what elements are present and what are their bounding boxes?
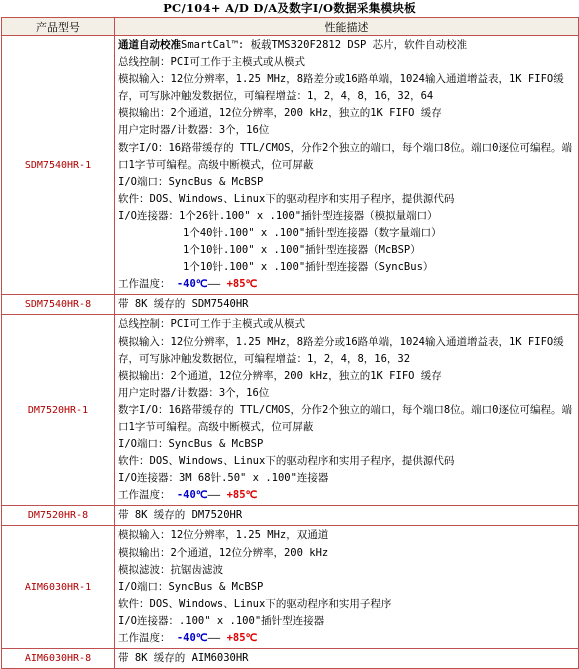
desc-line: I/O端口：SyncBus & McBSP bbox=[118, 175, 264, 188]
model-cell: DM7520HR-8 bbox=[2, 506, 115, 526]
table-row bbox=[2, 526, 579, 649]
page-title: PC/104+ A/D D/A及数字I/O数据采集模块板 bbox=[163, 1, 416, 15]
temp-min: -40℃ bbox=[176, 489, 208, 502]
model-cell: AIM6030HR-1 bbox=[2, 526, 115, 649]
table-row bbox=[2, 295, 579, 315]
desc-line: 用户定时器/计数器：3个，16位 bbox=[118, 386, 270, 399]
temp-max: +85℃ bbox=[226, 489, 258, 502]
temp-max: +85℃ bbox=[226, 632, 258, 644]
desc-line: 模拟输出：2个通道，12位分辨率，200 kHz bbox=[118, 546, 329, 559]
desc-line: 模拟输入：12位分辨率，1.25 MHz，8路差分或16路单端，1024输入通道增益表，1K FIFO缓存，可写脉冲触发数据位，可编程增益：1，2，4，8，16，32，64 bbox=[118, 73, 564, 103]
desc-line: 1个10针.100" x .100"插针型连接器（SyncBus） bbox=[183, 261, 434, 274]
model-cell: SDM7540HR-1 bbox=[2, 36, 115, 295]
model-cell: AIM6030HR-8 bbox=[2, 649, 115, 669]
desc-line: 1个40针.100" x .100"插针型连接器（数字量端口） bbox=[183, 227, 442, 240]
model-cell: DM7520HR-1 bbox=[2, 315, 115, 506]
temp-dash: —— bbox=[207, 489, 221, 502]
desc-line: 模拟输出：2个通道，12位分辨率，200 kHz，独立的1K FIFO 缓存 bbox=[118, 107, 442, 120]
desc-text: SmartCal™: 板载TMS320F2812 DSP 芯片，软件自动校准 bbox=[181, 39, 468, 51]
desc-line: 数字I/O：16路带缓存的 TTL/CMOS，分作2个独立的端口，每个端口8位。端口0逐位可编程。端口1字节可编程。高级中断模式，位可屏蔽 bbox=[118, 141, 572, 171]
table-row bbox=[2, 506, 579, 526]
temp-dash: —— bbox=[207, 278, 221, 291]
description-cell: 带 8K 缓存的 DM7520HR bbox=[115, 506, 579, 526]
description-cell bbox=[115, 36, 579, 295]
page bbox=[1, 0, 578, 669]
description-cell: 带 8K 缓存的 AIM6030HR bbox=[115, 649, 579, 669]
desc-line: 模拟输出：2个通道，12位分辨率，200 kHz，独立的1K FIFO 缓存 bbox=[118, 369, 442, 382]
table-header-row bbox=[2, 18, 579, 36]
desc-line: 1个10针.100" x .100"插针型连接器（McBSP） bbox=[183, 244, 421, 257]
temp-min: -40℃ bbox=[176, 632, 208, 644]
desc-line: 软件：DOS、Windows、Linux下的驱动程序和实用子程序 bbox=[118, 597, 392, 610]
temp-label: 工作温度： bbox=[118, 632, 171, 644]
desc-line: 软件：DOS、Windows、Linux下的驱动程序和实用子程序，提供源代码 bbox=[118, 192, 455, 205]
temp-label: 工作温度： bbox=[118, 278, 171, 291]
header-model: 产品型号 bbox=[2, 18, 115, 36]
description-cell bbox=[115, 315, 579, 506]
desc-line: I/O端口：SyncBus & McBSP bbox=[118, 580, 264, 593]
desc-line: I/O连接器：.100" x .100"插针型连接器 bbox=[118, 614, 325, 627]
description-cell: 带 8K 缓存的 SDM7540HR bbox=[115, 295, 579, 315]
description-cell bbox=[115, 526, 579, 649]
temperature-line bbox=[118, 630, 575, 647]
temp-label: 工作温度： bbox=[118, 489, 171, 502]
desc-line: I/O端口：SyncBus & McBSP bbox=[118, 438, 264, 451]
desc-line: 软件：DOS、Windows、Linux下的驱动程序和实用子程序，提供源代码 bbox=[118, 455, 455, 468]
product-table bbox=[1, 17, 579, 669]
desc-line bbox=[118, 37, 575, 54]
temperature-line bbox=[118, 276, 575, 293]
table-row bbox=[2, 649, 579, 669]
desc-line: 总线控制：PCI可工作于主模式或从模式 bbox=[118, 56, 305, 69]
model-cell: SDM7540HR-8 bbox=[2, 295, 115, 315]
table-row bbox=[2, 36, 579, 295]
desc-line: 模拟输入：12位分辨率，1.25 MHz，8路差分或16路单端，1024输入通道增益表，1K FIFO缓存，可写脉冲触发数据位，可编程增益：1，2，4，8，16，32 bbox=[118, 335, 564, 365]
temp-dash: —— bbox=[207, 632, 221, 644]
temperature-line bbox=[118, 487, 575, 504]
desc-line: 总线控制：PCI可工作于主模式或从模式 bbox=[118, 318, 305, 331]
header-description: 性能描述 bbox=[115, 18, 579, 36]
desc-line: I/O连接器：1个26针.100" x .100"插针型连接器（模拟量端口） bbox=[118, 209, 438, 222]
desc-line: 模拟输入：12位分辨率，1.25 MHz，双通道 bbox=[118, 529, 329, 542]
desc-line: 数字I/O：16路带缓存的 TTL/CMOS，分作2个独立的端口，每个端口8位。端口0逐位可编程。端口1字节可编程。高级中断模式，位可屏蔽 bbox=[118, 403, 572, 433]
table-row bbox=[2, 315, 579, 506]
desc-line: 用户定时器/计数器：3个，16位 bbox=[118, 124, 270, 137]
highlight-text: 通道自动校准 bbox=[118, 39, 181, 51]
temp-max: +85℃ bbox=[226, 278, 258, 291]
desc-line: I/O连接器：3M 68针.50" x .100"连接器 bbox=[118, 472, 329, 485]
temp-min: -40℃ bbox=[176, 278, 208, 291]
desc-line: 模拟滤波：抗锯齿滤波 bbox=[118, 563, 223, 576]
